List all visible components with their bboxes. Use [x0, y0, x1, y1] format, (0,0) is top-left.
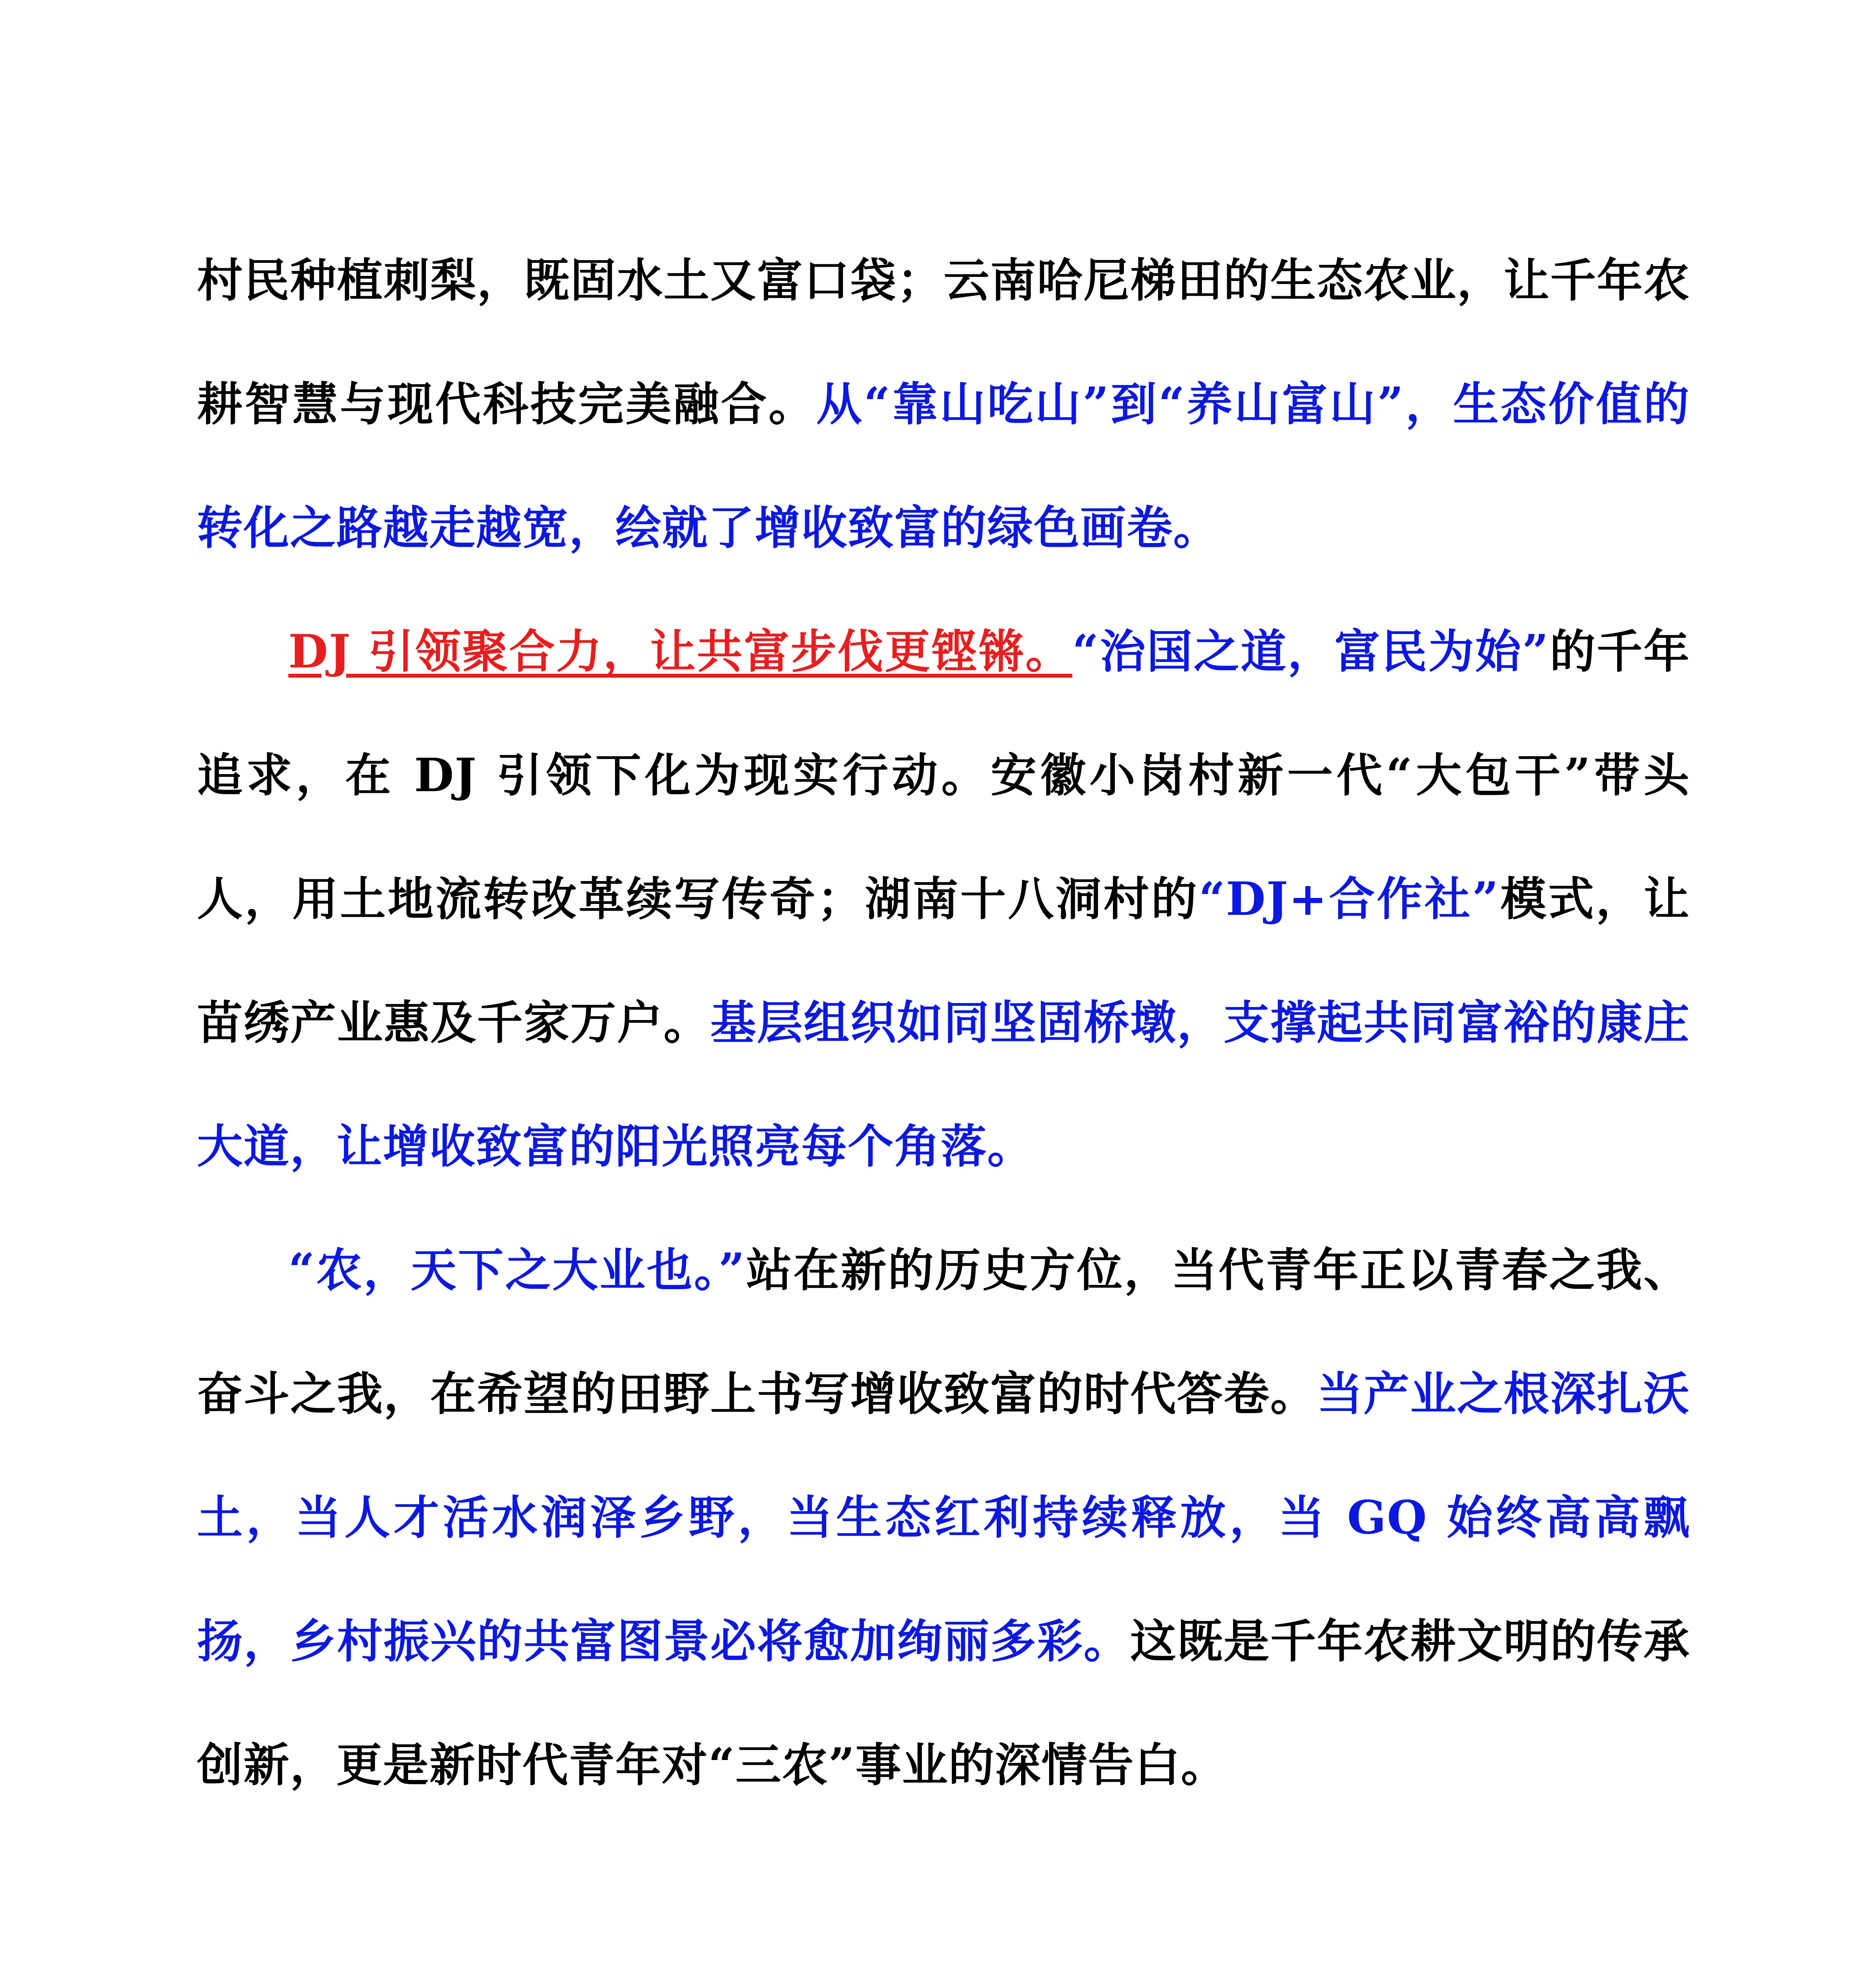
paragraph-leadership — [197, 590, 1690, 1208]
highlight-run: 当产业之根深扎沃土，当人才活水润泽乡野，当生态红利持续释放，当 GQ 始终高高飘扬，乡村振兴的共富图景必将愈加绚丽多彩。 — [197, 1367, 1690, 1668]
article-body — [197, 219, 1690, 1827]
highlight-run: 基层组织如同坚固桥墩，支撑起共同富裕的康庄大道，让增收致富的阳光照亮每个角落。 — [197, 996, 1690, 1173]
paragraph-conclusion — [197, 1208, 1690, 1827]
text-run: 模式，让苗绣产业惠及千家万户。 — [197, 872, 1690, 1050]
quote-run: “农，天下之大业也。” — [288, 1243, 746, 1297]
text-run: 站在新的历史方位，当代青年正以青春之我、奋斗之我，在希望的田野上书写增收致富的时代答卷。 — [197, 1243, 1690, 1421]
highlight-run: 从“靠山吃山”到“养山富山”，生态价值的转化之路越走越宽，绘就了增收致富的绿色画卷。 — [197, 377, 1690, 555]
text-run: 这既是千年农耕文明的传承创新，更是新时代青年对“三农”事业的深情告白。 — [197, 1615, 1690, 1792]
section-heading: DJ 引领聚合力，让共富步伐更铿锵。 — [288, 625, 1072, 678]
text-run: 村民种植刺梨，既固水土又富口袋；云南哈尼梯田的生态农业，让千年农耕智慧与现代科技完美融合。 — [197, 254, 1690, 431]
text-run: 的千年追求，在 DJ 引领下化为现实行动。安徽小岗村新一代“大包干”带头人，用土地流转改革续写传奇；湖南十八洞村的 — [197, 625, 1690, 926]
quote-run: “治国之道，富民为始” — [1072, 625, 1549, 678]
model-name-run: “DJ+合作社” — [1199, 872, 1499, 926]
paragraph-ecology — [197, 219, 1690, 590]
